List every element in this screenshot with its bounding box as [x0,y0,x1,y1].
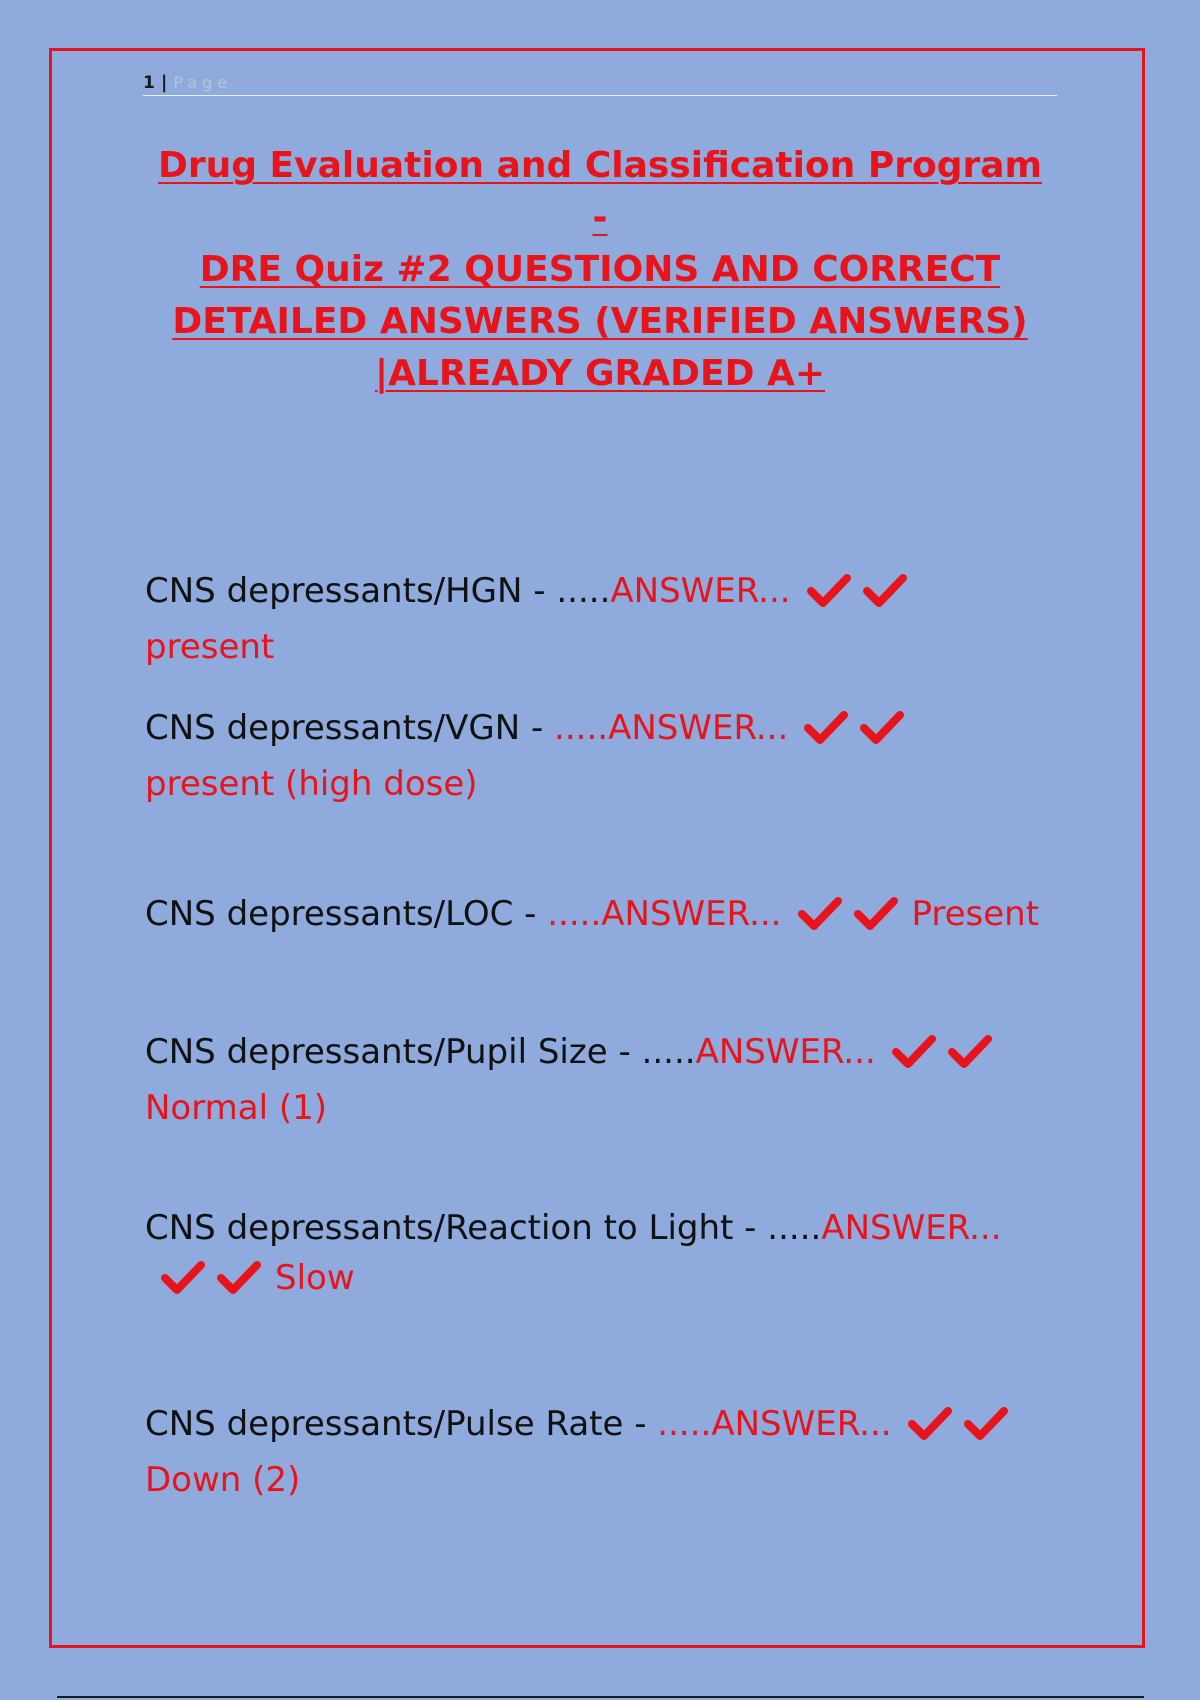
check-mark-icon [863,572,907,608]
check-mark-icon [854,895,898,931]
answer-label: ANSWER... [821,1208,1002,1248]
question-text: CNS depressants/Pulse Rate - [145,1404,658,1444]
check-marks [798,895,898,945]
answer-label: ANSWER... [695,1032,876,1072]
check-mark-icon [860,709,904,745]
check-marks [807,572,907,622]
answer-label: ANSWER... [610,571,791,611]
question-text: CNS depressants/HGN - [145,571,557,611]
check-marks [804,709,904,759]
answer-dots: ..... [556,571,611,611]
question-text: CNS depressants/Pupil Size - [145,1032,642,1072]
title-line-3: DETAILED ANSWERS (VERIFIED ANSWERS) [172,301,1028,342]
check-mark-icon [807,572,851,608]
question-text: CNS depressants/LOC - [145,894,548,934]
check-marks [161,1259,261,1309]
check-mark-icon [964,1405,1008,1441]
page-label: Page [173,73,233,92]
answer-dots: ..... [767,1208,822,1248]
answer-label: ANSWER... [601,894,782,934]
page-separator: | [160,72,168,93]
answer-value: Slow [275,1258,355,1298]
answer-label: ANSWER... [608,708,789,748]
qa-item [145,889,1045,945]
answer-dots: ..... [657,1404,712,1444]
check-mark-icon [161,1259,205,1295]
title-line-2: DRE Quiz #2 QUESTIONS AND CORRECT [199,249,1001,290]
answer-value: Normal (1) [145,1088,327,1128]
answer-label: ANSWER... [711,1404,892,1444]
check-mark-icon [804,709,848,745]
footer-divider [57,1696,1144,1698]
answer-value: present [145,627,275,667]
page-number: 1 [143,73,155,93]
qa-item [145,1399,1045,1505]
page-header [143,70,1057,96]
document-title [150,140,1050,400]
check-mark-icon [908,1405,952,1441]
check-mark-icon [892,1033,936,1069]
check-mark-icon [948,1033,992,1069]
question-text: CNS depressants/Reaction to Light - [145,1208,768,1248]
check-mark-icon [798,895,842,931]
answer-dots: ..... [641,1032,696,1072]
question-text: CNS depressants/VGN - [145,708,555,748]
check-marks [908,1405,1008,1455]
qa-item [145,1027,1045,1133]
answer-dots: ..... [554,708,609,748]
check-mark-icon [217,1259,261,1295]
title-line-4: |ALREADY GRADED A+ [374,353,826,394]
answer-value: Present [911,894,1040,934]
qa-item [145,566,1045,672]
qa-item [145,1203,1045,1309]
title-line-1: Drug Evaluation and Classification Program - [157,145,1043,238]
check-marks [892,1033,992,1083]
qa-item [145,703,1045,809]
answer-dots: ..... [547,894,602,934]
answer-value: Down (2) [145,1460,301,1500]
answer-value: present (high dose) [145,764,478,804]
